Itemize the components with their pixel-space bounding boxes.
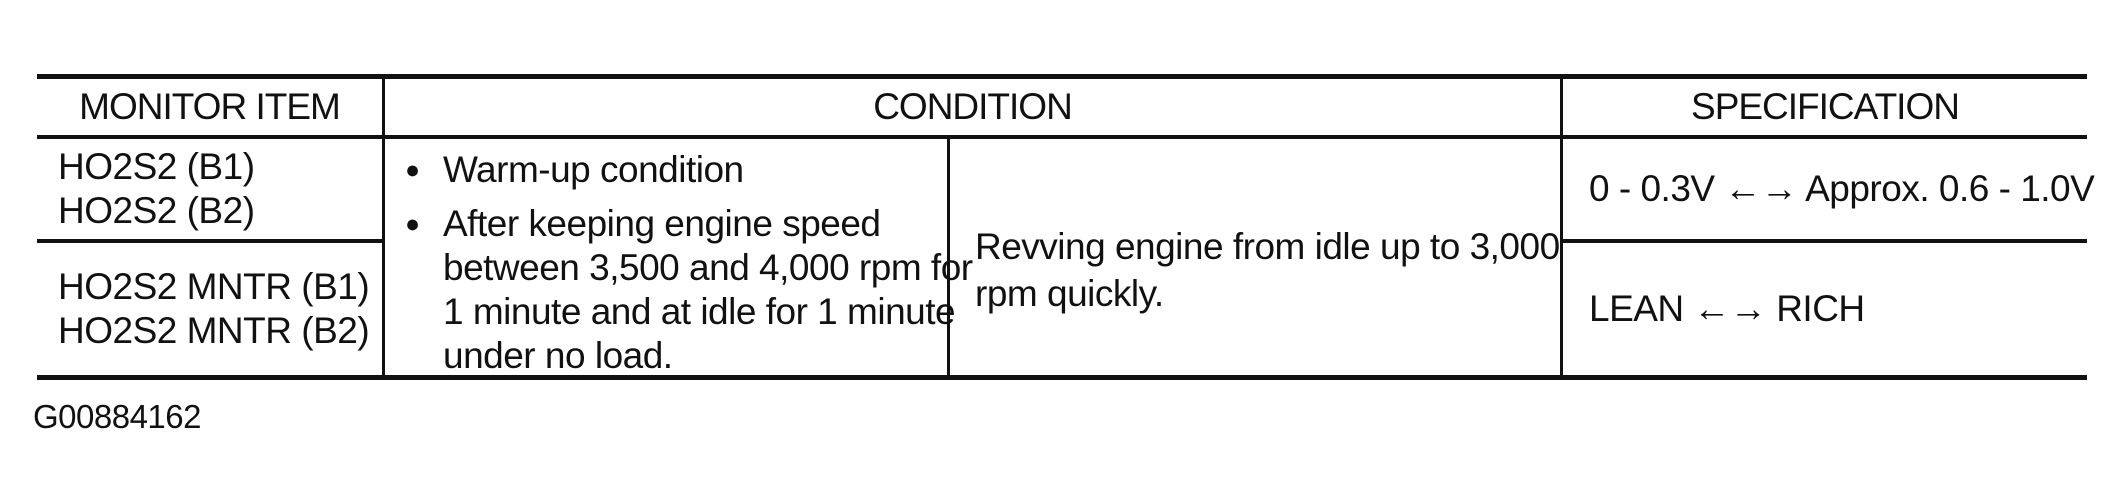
monitor-item-line: HO2S2 MNTR (B1): [58, 266, 370, 307]
condition-text-line: between 3,500 and 4,000 rpm for: [443, 247, 973, 288]
condition-cell-prerequisites: [385, 139, 973, 376]
bullet-icon: ●: [405, 156, 420, 184]
condition-cell-revving: [950, 139, 1563, 375]
figure-id-label: G00884162: [33, 398, 201, 435]
condition-text-engine-speed: [443, 202, 973, 378]
monitor-item-line: HO2S2 (B1): [58, 146, 255, 187]
bullet-icon: ●: [405, 210, 420, 238]
column-header-condition: CONDITION: [385, 79, 1563, 139]
column-header-specification: SPECIFICATION: [1563, 79, 2087, 139]
condition-text-line: 1 minute and at idle for 1 minute: [443, 291, 956, 332]
condition-text-line: After keeping engine speed: [443, 203, 881, 244]
condition-text-warmup: Warm-up condition: [443, 149, 744, 190]
condition-text-line: under no load.: [443, 335, 673, 376]
monitor-item-cell-ho2s2: [37, 139, 385, 243]
monitor-condition-spec-table: [37, 74, 2095, 380]
monitor-item-line: HO2S2 (B2): [58, 190, 255, 231]
column-header-monitor-item: MONITOR ITEM: [37, 79, 385, 139]
specification-cell-voltage: 0 - 0.3V ←→ Approx. 0.6 - 1.0V: [1563, 139, 2087, 243]
condition-text-line: Revving engine from idle up to 3,000: [975, 226, 1560, 267]
condition-bullet-item: [405, 202, 973, 378]
monitor-item-cell-ho2s2-mntr: [37, 243, 385, 375]
condition-bullet-item: [405, 148, 941, 192]
specification-cell-lean-rich: LEAN ←→ RICH: [1589, 288, 1865, 329]
condition-text-line: rpm quickly.: [975, 273, 1164, 314]
monitor-item-line: HO2S2 MNTR (B2): [58, 310, 370, 351]
